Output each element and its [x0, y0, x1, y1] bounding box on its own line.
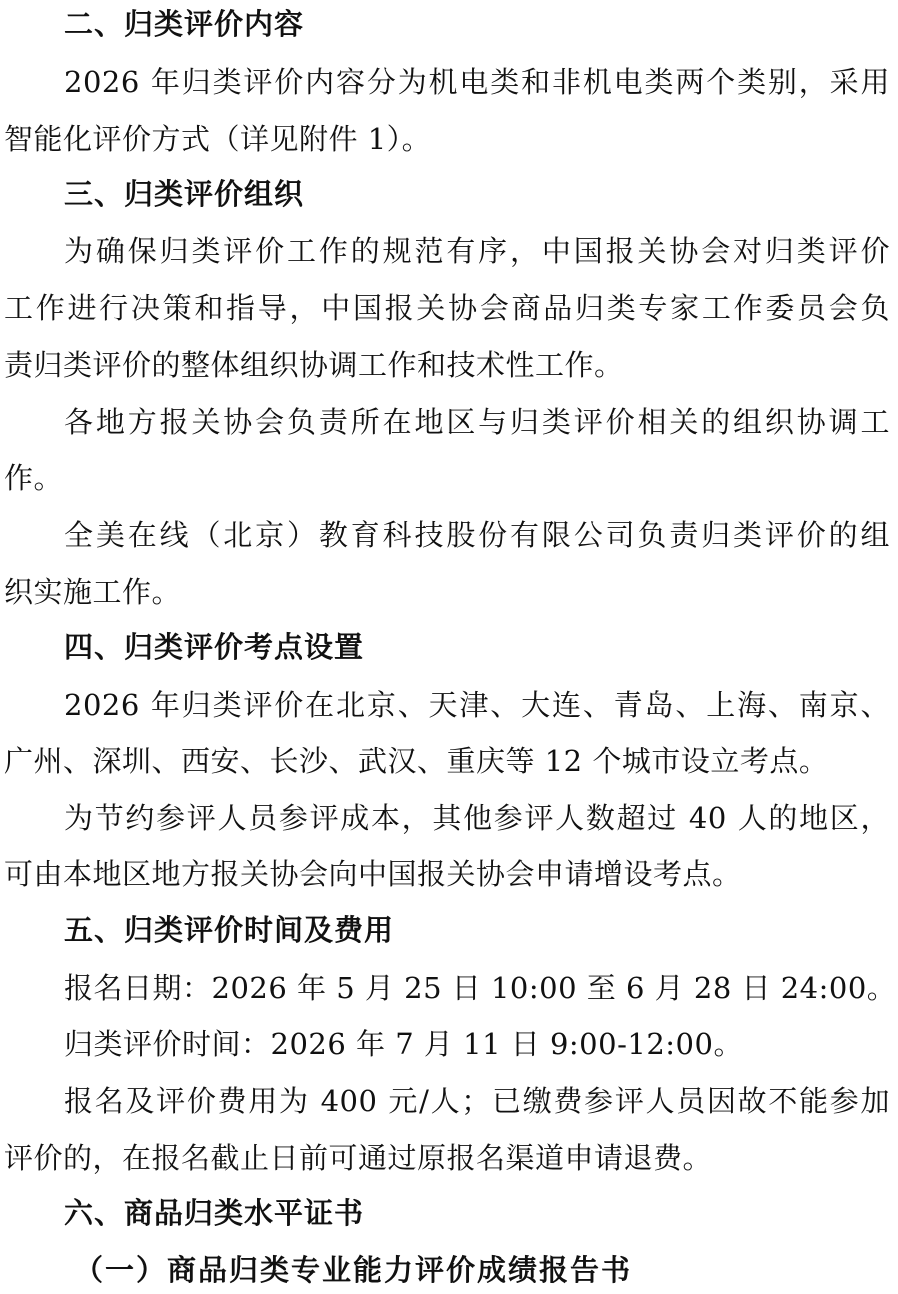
paragraph-line: 可由本地区地方报关协会向中国报关协会申请增设考点。 — [4, 857, 742, 891]
section-heading-2: 二、归类评价内容 — [64, 7, 305, 41]
paragraph-line: 各地方报关协会负责所在地区与归类评价相关的组织协调工 — [64, 405, 890, 439]
paragraph-line: 报名及评价费用为 400 元/人；已缴费参评人员因故不能参加 — [64, 1084, 890, 1118]
paragraph-line: 报名日期：2026 年 5 月 25 日 10:00 至 6 月 28 日 24:00。 — [64, 971, 897, 1005]
paragraph-line: 智能化评价方式（详见附件 1）。 — [4, 122, 432, 156]
section-heading-6: 六、商品归类水平证书 — [64, 1196, 365, 1230]
paragraph-line: 归类评价时间：2026 年 7 月 11 日 9:00-12:00。 — [64, 1027, 743, 1061]
paragraph-line: 2026 年归类评价在北京、天津、大连、青岛、上海、南京、 — [64, 688, 890, 722]
paragraph-line: 2026 年归类评价内容分为机电类和非机电类两个类别，采用 — [64, 65, 890, 99]
section-heading-4: 四、归类评价考点设置 — [64, 630, 365, 664]
section-heading-3: 三、归类评价组织 — [64, 177, 305, 211]
paragraph-line: 工作进行决策和指导，中国报关协会商品归类专家工作委员会负 — [4, 291, 890, 325]
paragraph-line: 作。 — [4, 461, 64, 495]
paragraph-line: 为确保归类评价工作的规范有序，中国报关协会对归类评价 — [64, 234, 890, 268]
subsection-heading: （一）商品归类专业能力评价成绩报告书 — [74, 1253, 633, 1287]
paragraph-line: 全美在线（北京）教育科技股份有限公司负责归类评价的组 — [64, 518, 890, 552]
section-heading-5: 五、归类评价时间及费用 — [64, 913, 395, 947]
paragraph-line: 织实施工作。 — [4, 575, 182, 609]
paragraph-line: 为节约参评人员参评成本，其他参评人数超过 40 人的地区， — [64, 801, 890, 835]
paragraph-line: 广州、深圳、西安、长沙、武汉、重庆等 12 个城市设立考点。 — [4, 744, 829, 778]
paragraph-line: 评价的，在报名截止日前可通过原报名渠道申请退费。 — [4, 1141, 713, 1175]
paragraph-line: 责归类评价的整体组织协调工作和技术性工作。 — [4, 348, 624, 382]
